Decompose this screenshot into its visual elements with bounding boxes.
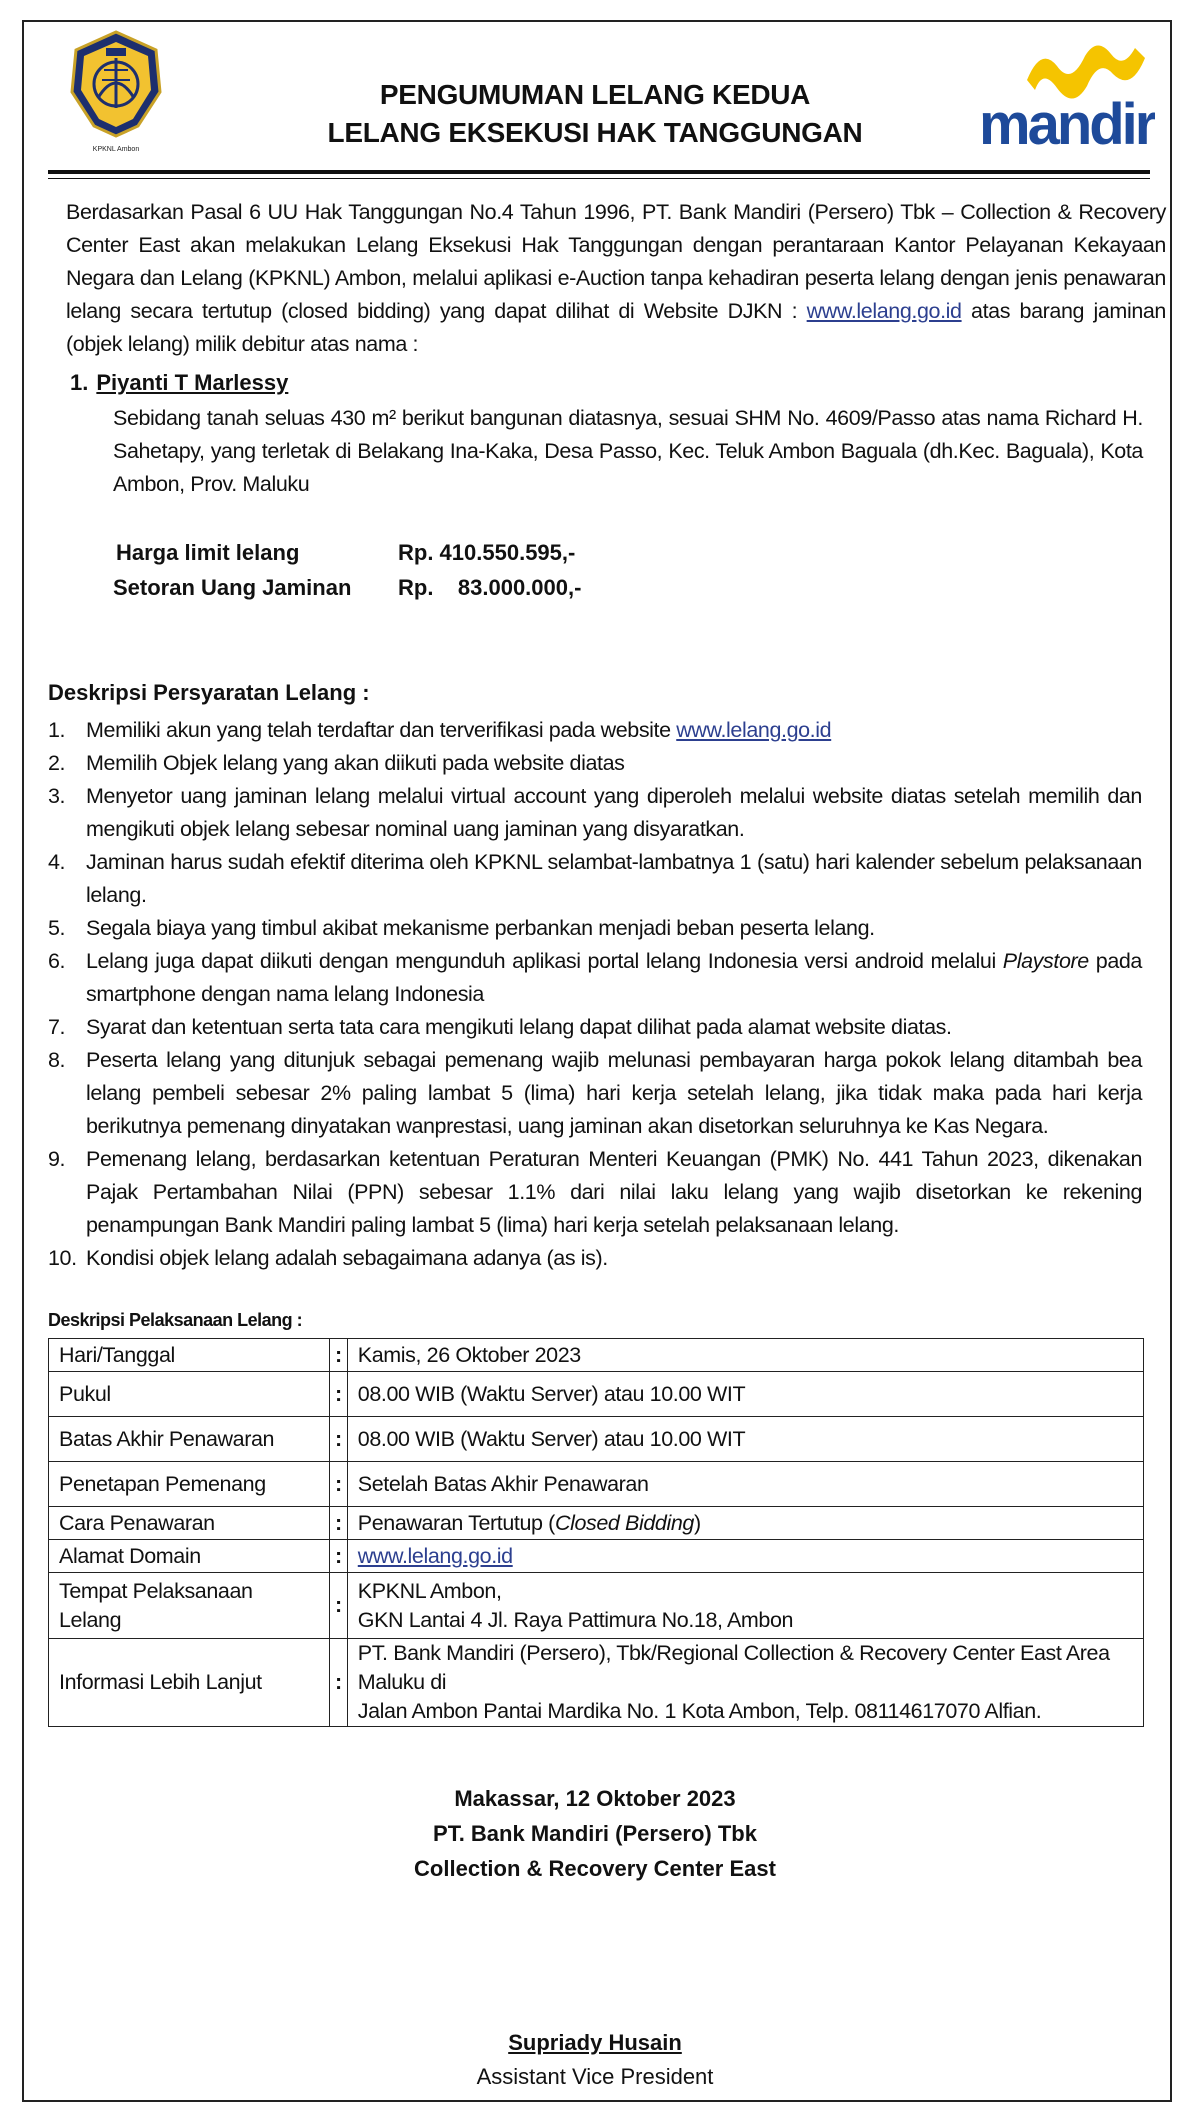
- list-item: 9. Pemenang lelang, berdasarkan ketentuan Peraturan Menteri Keuangan (PMK) No. 441 Tahun 2023, dikenakan Pajak Pertambahan Nilai (PPN) sebesar 1.1% dari nilai laku lelang yang wajib disetorkan ke rekening penampungan Bank Mandiri paling lambat 5 (lima) hari kerja setelah pelaksanaan lelang.: [48, 1147, 1142, 1237]
- intro-text: Berdasarkan Pasal 6 UU Hak Tanggungan No.4 Tahun 1996, PT. Bank Mandiri (Persero) Tbk – Collection & Recovery Center East akan melakukan Lelang Eksekusi Hak Tanggungan dengan perantaraan Kantor Pelayanan Kekayaan Negara dan Lelang (KPKNL) Ambon, melalui aplikasi e-Auction tanpa kehadiran peserta lelang dengan jenis penawaran lelang secara tertutup (closed bidding) yang dapat dilihat di Website DJKN :: [66, 200, 1166, 323]
- table-row: Cara Penawaran : Penawaran Tertutup (Closed Bidding): [49, 1507, 1144, 1540]
- intro-paragraph: [66, 196, 1166, 361]
- lelang-website-link[interactable]: www.lelang.go.id: [357, 1543, 513, 1568]
- debtor-name: Piyanti T Marlessy: [96, 370, 289, 395]
- list-item: 8. Peserta lelang yang ditunjuk sebagai pemenang wajib melunasi pembayaran harga pokok lelang ditambah bea lelang pembeli sebesar 2% paling lambat 5 (lima) hari kerja setelah lelang, jika tidak maka pada hari kerja berikutnya pemenang dinyatakan wanprestasi, uang jaminan akan disetorkan seluruhnya ke Kas Negara.: [48, 1048, 1142, 1138]
- signature-company: PT. Bank Mandiri (Persero) Tbk: [433, 1821, 757, 1846]
- logo-caption: KPKNL Ambon: [92, 146, 140, 153]
- list-item: 10. Kondisi objek lelang adalah sebagaimana adanya (as is).: [48, 1246, 608, 1270]
- intro-text-end: atas barang jaminan (objek lelang) milik debitur atas nama :: [66, 299, 1166, 356]
- mandiri-wordmark: mandiri: [979, 92, 1155, 151]
- mandiri-logo: [975, 36, 1155, 151]
- list-item: 1. Memiliki akun yang telah terdaftar dan terverifikasi pada website www.lelang.go.id: [48, 718, 832, 742]
- kemenkeu-logo: [68, 28, 164, 156]
- title-line-2: LELANG EKSEKUSI HAK TANGGUNGAN: [327, 117, 863, 148]
- execution-title: Deskripsi Pelaksanaan Lelang :: [48, 1310, 303, 1330]
- limit-price-value: Rp. 410.550.595,-: [398, 540, 576, 565]
- deposit-label: Setoran Uang Jaminan: [113, 575, 352, 600]
- list-item: 4. Jaminan harus sudah efektif diterima oleh KPKNL selambat-lambatnya 1 (satu) hari kalender sebelum pelaksanaan lelang.: [48, 850, 1142, 907]
- list-item: 3. Menyetor uang jaminan lelang melalui virtual account yang diperoleh melalui website diatas setelah memilih dan mengikuti objek lelang sebesar nominal uang jaminan yang disyaratkan.: [48, 784, 1142, 841]
- table-row: Hari/Tanggal : Kamis, 26 Oktober 2023: [49, 1339, 1144, 1372]
- deposit-value: Rp. 83.000.000,-: [398, 575, 582, 600]
- debtor-heading: [70, 370, 288, 396]
- list-item: 2. Memilih Objek lelang yang akan diikuti pada website diatas: [48, 751, 625, 775]
- table-row: Pukul : 08.00 WIB (Waktu Server) atau 10.00 WIT: [49, 1372, 1144, 1417]
- table-row: Tempat Pelaksanaan Lelang : KPKNL Ambon, GKN Lantai 4 Jl. Raya Pattimura No.18, Ambon: [49, 1573, 1144, 1639]
- table-row: Batas Akhir Penawaran : 08.00 WIB (Waktu Server) atau 10.00 WIT: [49, 1417, 1144, 1462]
- list-item: 5. Segala biaya yang timbul akibat mekanisme perbankan menjadi beban peserta lelang.: [48, 916, 875, 940]
- lelang-website-link[interactable]: www.lelang.go.id: [806, 299, 962, 323]
- signer-name: Supriady Husain: [508, 2030, 682, 2055]
- header-divider-thin: [48, 178, 1150, 179]
- requirements-list: [48, 714, 1142, 1275]
- lelang-website-link[interactable]: www.lelang.go.id: [676, 718, 832, 742]
- page-title: [300, 76, 890, 152]
- debtor-number: 1.: [70, 370, 89, 395]
- signature-place-date: Makassar, 12 Oktober 2023: [454, 1786, 736, 1811]
- table-row: Penetapan Pemenang : Setelah Batas Akhir Penawaran: [49, 1462, 1144, 1507]
- list-item: 6. Lelang juga dapat diikuti dengan mengunduh aplikasi portal lelang Indonesia versi android melalui Playstore pada smartphone dengan nama lelang Indonesia: [48, 949, 1142, 1006]
- signer-title: Assistant Vice President: [476, 2064, 714, 2089]
- header-divider: [48, 170, 1150, 174]
- requirements-title: Deskripsi Persyaratan Lelang :: [48, 680, 370, 705]
- table-row: Alamat Domain : www.lelang.go.id: [49, 1540, 1144, 1573]
- execution-table: [48, 1338, 1144, 1727]
- asset-description: Sebidang tanah seluas 430 m² berikut bangunan diatasnya, sesuai SHM No. 4609/Passo atas nama Richard H. Sahetapy, yang terletak di Belakang Ina-Kaka, Desa Passo, Kec. Teluk Ambon Baguala (dh.Kec. Baguala), Kota Ambon, Prov. Maluku: [113, 406, 1143, 496]
- title-line-1: PENGUMUMAN LELANG KEDUA: [379, 79, 811, 110]
- table-row: Informasi Lebih Lanjut : PT. Bank Mandiri (Persero), Tbk/Regional Collection & Recovery Center East Area Maluku di Jalan Ambon Pantai Mardika No. 1 Kota Ambon, Telp. 08114617070 Alfian.: [49, 1639, 1144, 1727]
- limit-price-label: Harga limit lelang: [116, 540, 300, 565]
- list-item: 7. Syarat dan ketentuan serta tata cara mengikuti lelang dapat dilihat pada alamat website diatas.: [48, 1015, 952, 1039]
- signature-division: Collection & Recovery Center East: [414, 1856, 776, 1881]
